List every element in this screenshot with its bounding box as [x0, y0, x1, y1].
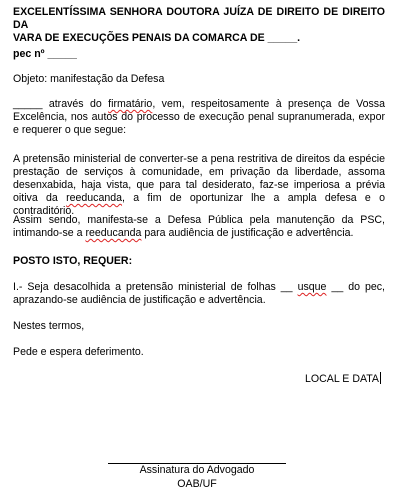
request-paragraph — [13, 214, 385, 240]
place-date — [13, 372, 381, 386]
signature-label: Assinatura do Advogado — [139, 464, 255, 476]
closing-line-1: Nestes termos, — [13, 320, 85, 332]
request-item-1 — [13, 281, 385, 307]
intro-text-start: _____ através do — [13, 98, 109, 110]
oab-label: OAB/UF — [177, 478, 217, 490]
misspelled-word: reeducanda — [66, 192, 123, 204]
document-header — [13, 6, 385, 45]
header-line-2: VARA DE EXECUÇÕES PENAIS DA COMARCA DE _____. — [13, 32, 301, 44]
misspelled-word: reeducanda — [85, 227, 142, 239]
argument-paragraph — [13, 153, 385, 218]
misspelled-word: usque — [297, 281, 327, 293]
text-cursor — [380, 372, 381, 384]
intro-paragraph — [13, 98, 385, 137]
argument-text-end: , a fim de oportunizar lhe a ampla defesa e o contraditório. — [13, 192, 385, 217]
section-heading: POSTO ISTO, REQUER: — [13, 255, 133, 267]
subject-line: Objeto: manifestação da Defesa — [13, 73, 165, 85]
argument-text-start: A pretensão ministerial de converter-se a pena restritiva de direitos da espécie prestação de serviços à comunidade, em privação da liberdade, assoma desenxabida, haja vista, que para tal desiderato, faz-se imperiosa a prévia oitiva da — [13, 153, 385, 204]
header-line-1: EXCELENTÍSSIMA SENHORA DOUTORA JUÍZA DE DIREITO DE DIREITO DA — [13, 6, 385, 31]
request-text-start: Assim sendo, manifesta-se a Defesa Pública pela manutenção da PSC, intimando-se a — [13, 214, 385, 239]
request-text-end: para audiência de justificação e advertência. — [141, 227, 354, 239]
case-number: pec nº _____ — [13, 48, 77, 60]
place-date-text: LOCAL E DATA — [305, 373, 379, 385]
closing-line-2: Pede e espera deferimento. — [13, 346, 144, 358]
item-text-start: I.- Seja desacolhida a pretensão ministerial de folhas __ — [13, 281, 298, 293]
intro-text-end: , vem, respeitosamente à presença de Vossa Excelência, nos autos do processo de execução penal supranumerada, expor e requerer o que segue: — [13, 98, 385, 136]
misspelled-word: firmatário — [108, 98, 153, 110]
item-text-end: __ do pec, aprazando-se audiência de justificação e advertência. — [13, 281, 386, 306]
